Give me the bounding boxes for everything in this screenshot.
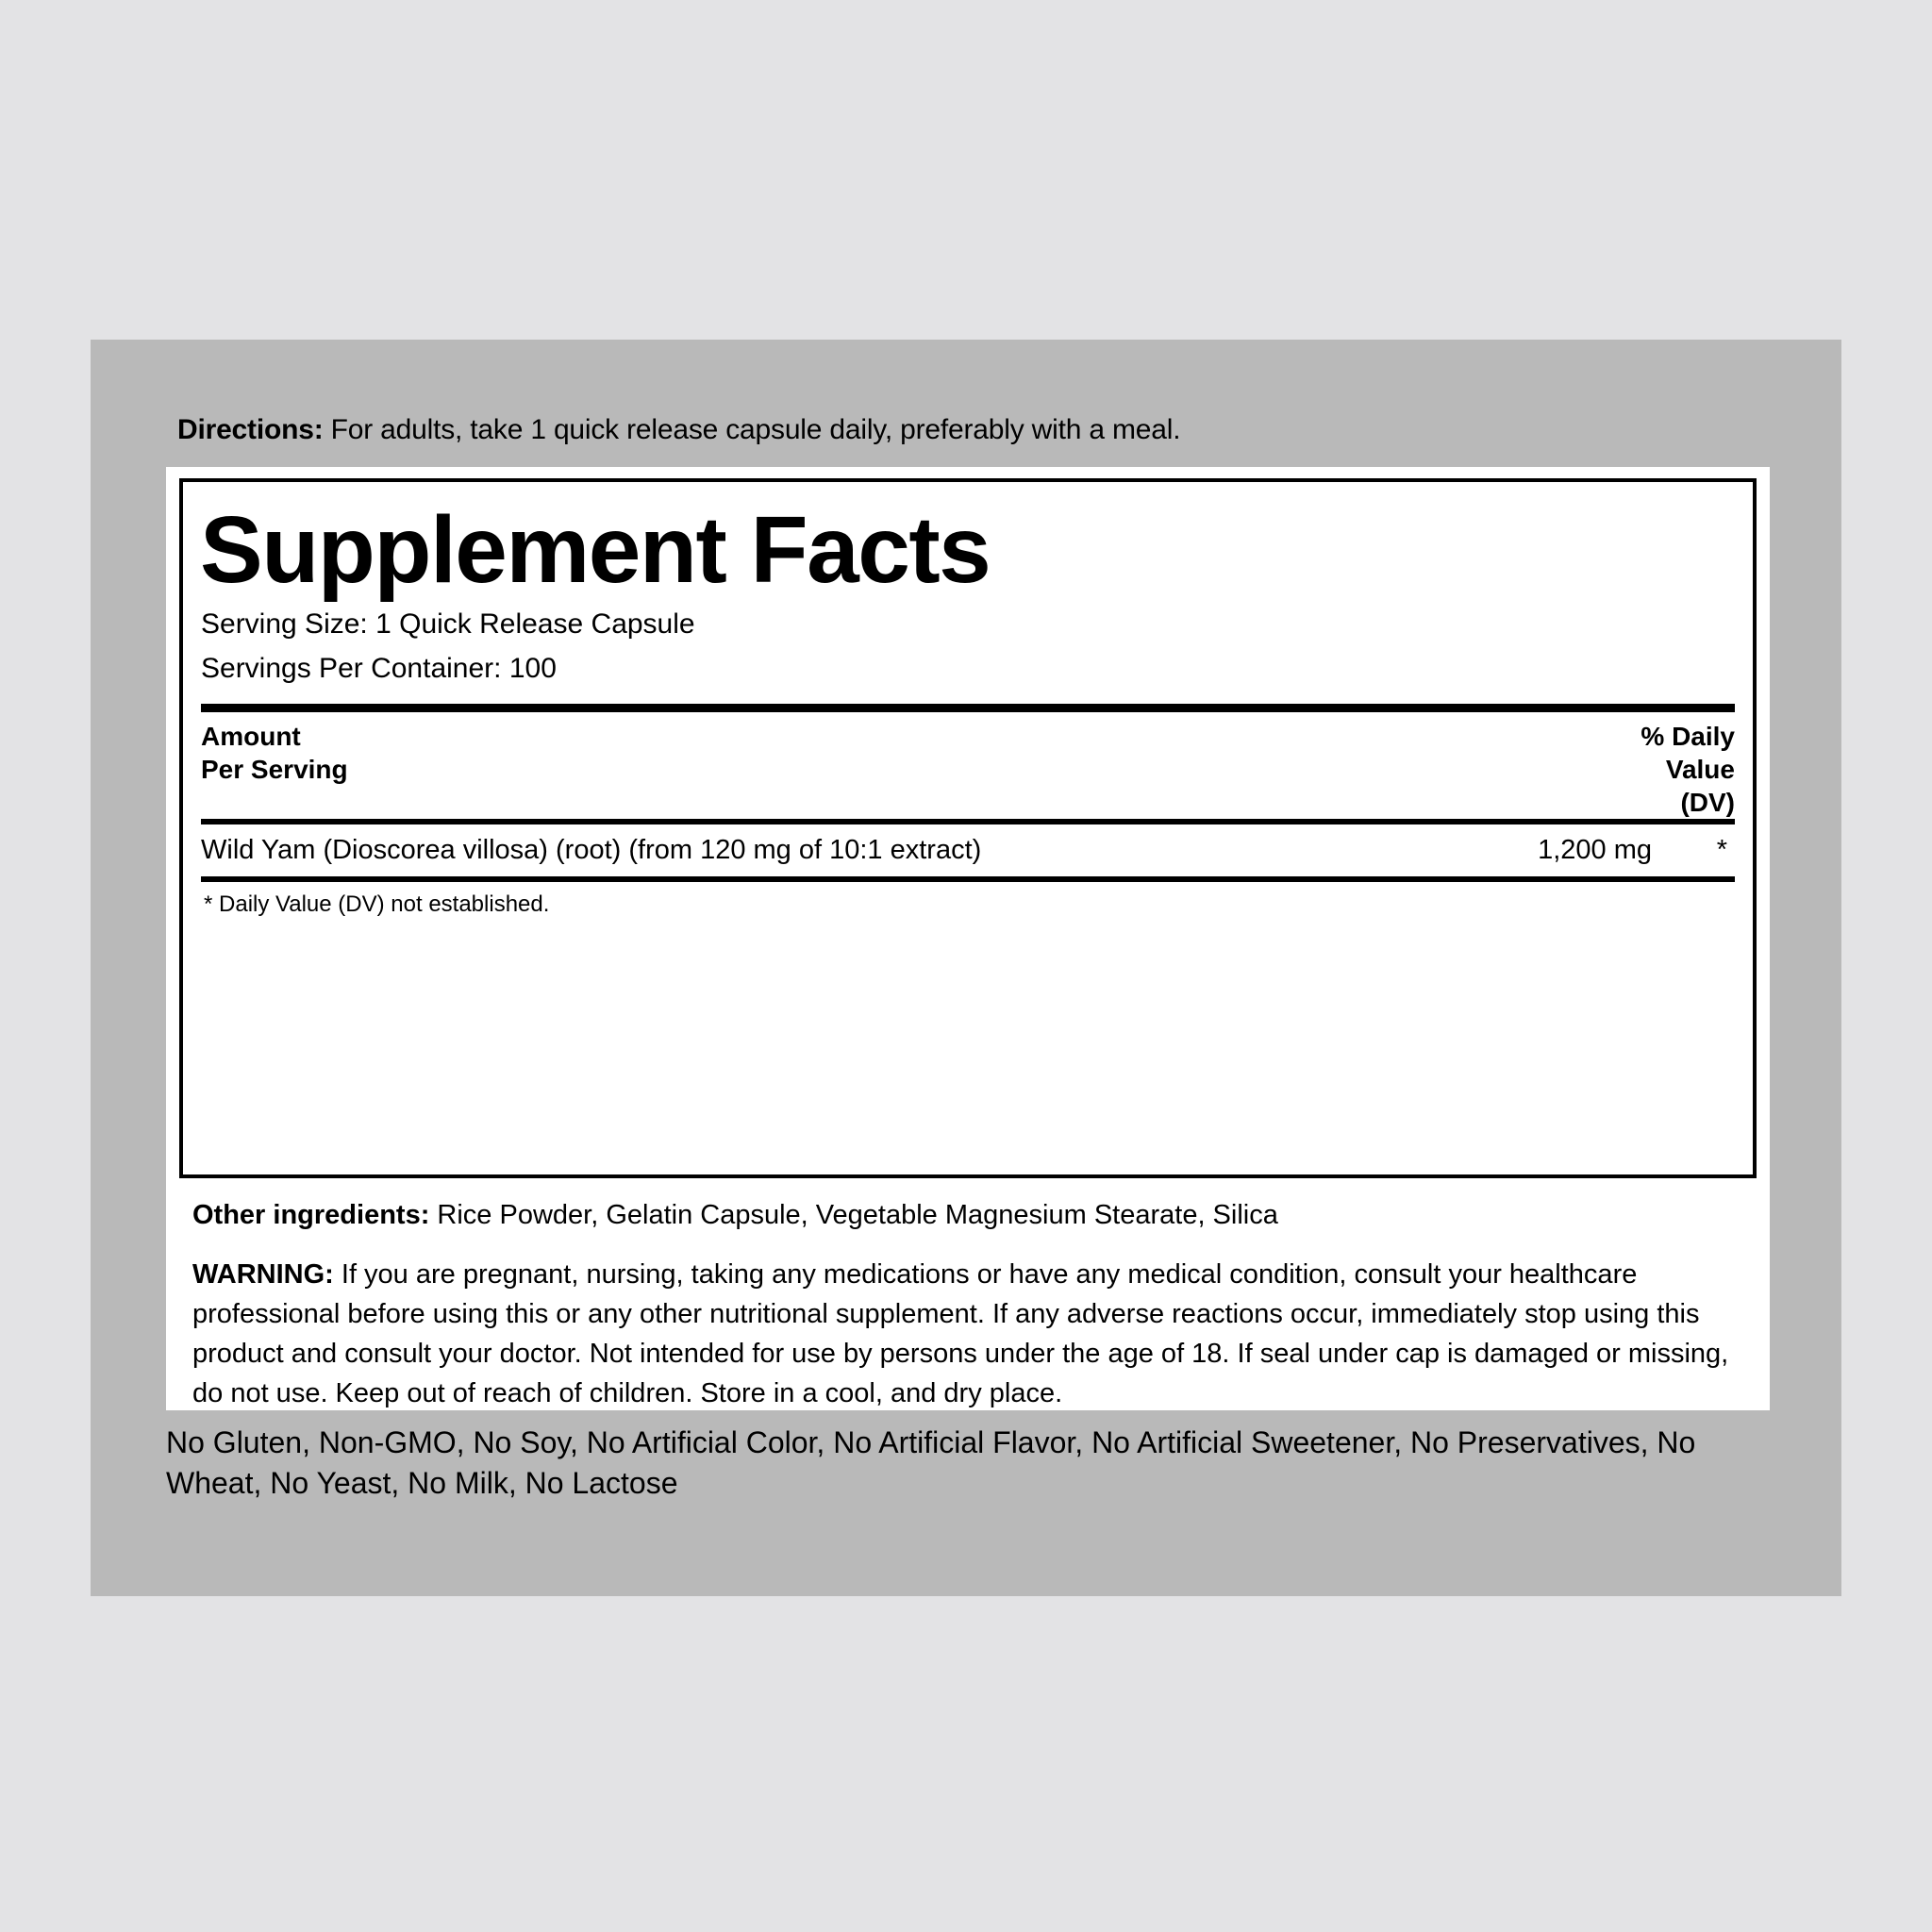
serving-size: Serving Size: 1 Quick Release Capsule <box>201 608 695 640</box>
other-ingredients-label: Other ingredients: <box>192 1200 430 1230</box>
directions-text: For adults, take 1 quick release capsule daily, preferably with a meal. <box>323 414 1181 445</box>
other-ingredients-line <box>192 1198 1749 1234</box>
daily-value-footnote: * Daily Value (DV) not established. <box>204 891 550 917</box>
supplement-label-panel <box>91 340 1841 1596</box>
amount-header-line1: Amount <box>201 722 301 751</box>
ingredient-daily-value: * <box>1716 835 1727 865</box>
servings-per-container: Servings Per Container: 100 <box>201 652 557 684</box>
table-row <box>201 835 1735 866</box>
warning-text: If you are pregnant, nursing, taking any medications or have any medical condition, consult your healthcare professional before using this or any other nutritional supplement. If any adverse reactions occur, immediately stop using this product and consult your doctor. Not intended for use by persons under the age of 18. If seal under cap is damaged or missing, do not use. Keep out of reach of children. Store in a cool, and dry place. <box>192 1259 1729 1409</box>
dv-header-line3: (DV) <box>1680 788 1735 817</box>
directions-line <box>177 412 1781 448</box>
amount-header-line2: Per Serving <box>201 755 348 784</box>
ingredient-name: Wild Yam (Dioscorea villosa) (root) (from 120 mg of 10:1 extract) <box>201 835 982 865</box>
ingredient-amount: 1,200 mg <box>1538 835 1652 865</box>
other-ingredients-text: Rice Powder, Gelatin Capsule, Vegetable Magnesium Stearate, Silica <box>429 1200 1278 1230</box>
warning-label: WARNING: <box>192 1259 334 1290</box>
table-rule-bottom <box>201 876 1735 882</box>
dv-header-line1: % Daily <box>1641 722 1735 751</box>
free-from-claims: No Gluten, Non-GMO, No Soy, No Artificial Color, No Artificial Flavor, No Artificial Sweetener, No Preservatives, No Wheat, No Yeast, No Milk, No Lactose <box>166 1425 1696 1501</box>
supplement-facts-box <box>166 467 1770 1410</box>
table-rule-header-bottom <box>201 819 1735 824</box>
supplement-facts-title: Supplement Facts <box>200 497 991 603</box>
table-rule-top <box>201 704 1735 712</box>
daily-value-header <box>1641 720 1735 819</box>
dv-header-line2: Value <box>1665 755 1735 784</box>
directions-label: Directions: <box>177 414 324 445</box>
supplement-facts-table <box>179 478 1757 1178</box>
amount-per-serving-header <box>201 720 348 786</box>
warning-paragraph <box>192 1255 1740 1413</box>
table-header-row <box>201 720 1735 819</box>
